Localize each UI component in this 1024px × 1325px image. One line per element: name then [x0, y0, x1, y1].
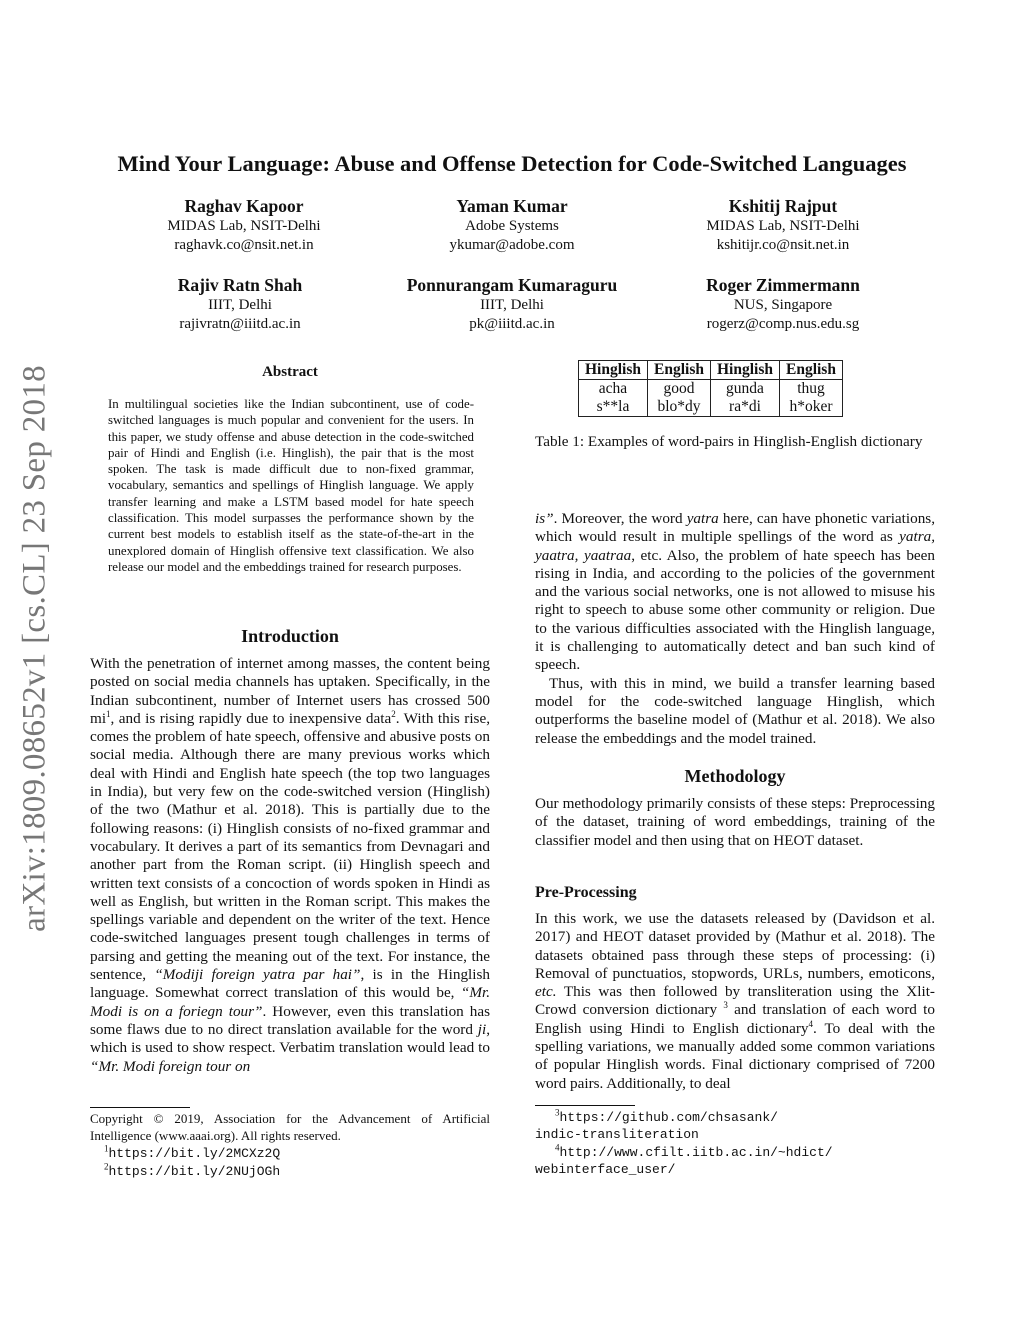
- author: [110, 274, 370, 334]
- author-email: kshitijr.co@nsit.net.in: [716, 237, 850, 253]
- footnote-link-cont[interactable]: indic-transliteration: [535, 1127, 699, 1142]
- paper-title: Mind Your Language: Abuse and Offense Detection for Code-Switched Languages: [117, 151, 907, 176]
- text-run: . However, even this translation has some flaws due to no direct translation available for the word: [90, 1002, 490, 1038]
- italic-text: “Mr. Modi foreign tour on: [90, 1057, 251, 1075]
- footnote-marker: 4: [808, 1018, 813, 1029]
- author-email: rogerz@comp.nus.edu.sg: [706, 316, 860, 332]
- footnote-link[interactable]: http://www.cfilt.iitb.ac.in/~hdict/: [559, 1145, 833, 1160]
- italic-text: ji: [477, 1020, 487, 1038]
- table-cell: s**la: [579, 398, 648, 417]
- abstract-text: In multilingual societies like the Indian subcontinent, use of code-switched languages is much popular and convenient for the users. In this paper, we study offense and abuse detection in the code-switched pair of Hindi and English (i.e. Hinglish), the pair that is the most spoken. The task is made difficult due to non-fixed grammar, vocabulary, semantics and spellings of Hinglish language. We apply transfer learning and make a LSTM based model for hate speech classification. This model surpasses the performance shown by the current best models to establish itself as the state-of-the-art in the unexplored domain of Hinglish offensive text classification. We also release our model and the embeddings trained for research purposes.: [108, 397, 474, 574]
- author-email: pk@iiitd.ac.in: [469, 316, 555, 332]
- author-name: Yaman Kumar: [456, 196, 568, 216]
- table-cell: h*oker: [779, 398, 842, 417]
- footnote-number: 3: [555, 1107, 560, 1118]
- table-cell: acha: [579, 380, 648, 399]
- table-header: English: [779, 361, 842, 380]
- author: [382, 195, 642, 255]
- arxiv-stamp: arXiv:1809.08652v1 [cs.CL] 23 Sep 2018: [16, 365, 53, 932]
- italic-text: is”: [535, 510, 554, 527]
- text-run: , etc. Also, the problem of hate speech has been rising in India, and according to the policies of the government and the various social networks, one is not allowed to misuse his right to speech to abuse some other community or religion. Due to the various difficulties associated with the Hinglish language, it is challenging to automatically detect and ban such kind of speech.: [535, 546, 935, 674]
- text-run: and translation of each word to English using Hindi to English dictionary: [535, 1001, 935, 1037]
- footnote-link[interactable]: https://bit.ly/2NUjOGh: [108, 1164, 281, 1179]
- author-affiliation: NUS, Singapore: [733, 297, 833, 313]
- author: [114, 195, 374, 255]
- text-run: , and is rising rapidly due to inexpensive data: [110, 709, 392, 727]
- footnote: [535, 1108, 935, 1126]
- text-run: This was then followed by transliteration using the Xlit-Crowd conversion dictionary: [535, 983, 935, 1019]
- preprocessing-body: [535, 910, 935, 1093]
- author-name: Kshitij Rajput: [728, 196, 838, 216]
- table-header: Hinglish: [710, 361, 779, 380]
- methodology-body: [535, 795, 935, 850]
- author-email: rajivratn@iiitd.ac.in: [179, 316, 301, 332]
- right-column-body: [535, 510, 935, 748]
- table-cell: thug: [779, 380, 842, 399]
- footnote-number: 4: [555, 1142, 560, 1153]
- author: [653, 274, 913, 334]
- intro-paragraph: [535, 675, 935, 748]
- footnote-link[interactable]: https://bit.ly/2MCXz2Q: [108, 1146, 281, 1161]
- table-caption: Table 1: Examples of word-pairs in Hinglish-English dictionary: [535, 433, 923, 450]
- table-1: [578, 360, 843, 417]
- text-run: Thus, with this in mind, we build a transfer learning based model for the code-switched language Hinglish, which outperforms the baseline model of (Mathur et al. 2018). We also release the embeddings and the model trained.: [535, 674, 935, 747]
- text-run: here, can have phonetic variations, which would result in multiple spellings of the word as: [535, 510, 935, 546]
- text-run: . Moreover, the word: [553, 510, 687, 527]
- author-email: raghavk.co@nsit.net.in: [174, 237, 314, 253]
- footnote-link[interactable]: https://github.com/chsasank/: [559, 1110, 778, 1125]
- table-cell: gunda: [710, 380, 779, 399]
- preprocessing-heading: Pre-Processing: [535, 884, 637, 901]
- author-affiliation: IIIT, Delhi: [208, 297, 272, 313]
- author-affiliation: Adobe Systems: [465, 218, 559, 234]
- footnote-link-cont[interactable]: webinterface_user/: [535, 1162, 676, 1177]
- methodology-paragraph: [535, 795, 935, 850]
- footnote-rule: [535, 1105, 635, 1106]
- table-header: English: [648, 361, 711, 380]
- author: [653, 195, 913, 255]
- table-header-row: [579, 361, 843, 380]
- text-run: With the penetration of internet among masses, the content being posted on social media channels has uptaken. Specifically, in the Indian subcontinent, number of Internet users has crossed 500 mi: [90, 655, 490, 727]
- author-affiliation: MIDAS Lab, NSIT-Delhi: [167, 218, 321, 234]
- text-run: , is in the Hinglish language. Somewhat correct translation of this would be,: [90, 966, 490, 1002]
- intro-paragraph: [90, 655, 490, 1076]
- text-run: . To deal with the spelling variations, we manually added some common variations of popular Hinglish words. Final dictionary comprised of 7200 word pairs. Additionally, to deal: [535, 1019, 935, 1092]
- italic-text: “Modiji foreign yatra par hai”: [154, 966, 361, 984]
- italic-text: etc.: [535, 983, 557, 1001]
- italic-text: “Mr. Modi is on a foriegn tour”: [90, 984, 490, 1020]
- table-cell: blo*dy: [648, 398, 711, 417]
- author: [382, 274, 642, 334]
- text-run: In this work, we use the datasets released by (Davidson et al. 2017) and HEOT dataset provided by (Mathur et al. 2018). The datasets obtained pass through these steps of processing: (i) Removal of punctuatios, stopwords, URLs, numbers, emoticons,: [535, 910, 935, 982]
- footnote-marker: 3: [723, 1000, 728, 1011]
- text-run: Our methodology primarily consists of these steps: Preprocessing of the dataset, training of word embeddings, training of the classifier model and then using that on HEOT dataset.: [535, 795, 935, 849]
- author-affiliation: IIIT, Delhi: [480, 297, 544, 313]
- author-email: ykumar@adobe.com: [449, 237, 575, 253]
- author-name: Ponnurangam Kumaraguru: [406, 275, 618, 295]
- preprocessing-paragraph: [535, 910, 935, 1093]
- table-cell: good: [648, 380, 711, 399]
- abstract-heading: Abstract: [262, 364, 318, 380]
- table-row: [579, 398, 843, 417]
- footnotes-right: [535, 1108, 935, 1178]
- copyright-notice: Copyright © 2019, Association for the Advancement of Artificial Intelligence (www.aaai.org). All rights reserved.: [90, 1111, 490, 1143]
- footnote-marker: 1: [106, 708, 111, 719]
- footnote-number: 1: [104, 1143, 109, 1154]
- italic-text: yatra: [686, 510, 719, 527]
- author-name: Roger Zimmermann: [706, 275, 860, 295]
- text-run: . With this rise, comes the problem of hate speech, offensive and abusive posts on social media. Although there are many previous works which deal with Hindi and English hate speech (the top two languages in India), but very few on the code-switched version (Hinglish) of the two (Mathur et al. 2018). This is partially due to the following reasons: (i) Hinglish consists of no-fixed grammar and vocabulary. It derives a part of its semantics from Devnagari and another part from the Roman script. (ii) Hinglish speech and written text consists of a concoction of words spoken in Hindi as well as English, but written in the Roman script. This makes the spellings variable and dependent on the writer of the text. Hence code-switched languages present tough challenges in terms of parsing and getting the meaning out of the text. For instance, the sentence,: [90, 709, 491, 984]
- footnote: [535, 1143, 935, 1161]
- footnote-number: 2: [104, 1161, 109, 1172]
- footnote-marker: 2: [391, 708, 396, 719]
- left-column-body: [90, 655, 490, 1076]
- footnotes-left: [90, 1110, 490, 1180]
- table-row: [579, 380, 843, 399]
- author-name: Rajiv Ratn Shah: [177, 275, 303, 295]
- author-name: Raghav Kapoor: [184, 196, 304, 216]
- italic-text: yatra, yaatra, yaatraa: [535, 528, 935, 564]
- text-run: , which is used to show respect. Verbatim translation would lead to: [90, 1020, 490, 1057]
- table-cell: ra*di: [710, 398, 779, 417]
- footnote: [90, 1144, 490, 1162]
- footnote: [90, 1162, 490, 1180]
- table-header: Hinglish: [579, 361, 648, 380]
- introduction-heading: Introduction: [241, 626, 339, 646]
- author-affiliation: MIDAS Lab, NSIT-Delhi: [706, 218, 860, 234]
- intro-paragraph: [535, 510, 935, 675]
- methodology-heading: Methodology: [684, 766, 786, 786]
- footnote-rule: [90, 1107, 190, 1108]
